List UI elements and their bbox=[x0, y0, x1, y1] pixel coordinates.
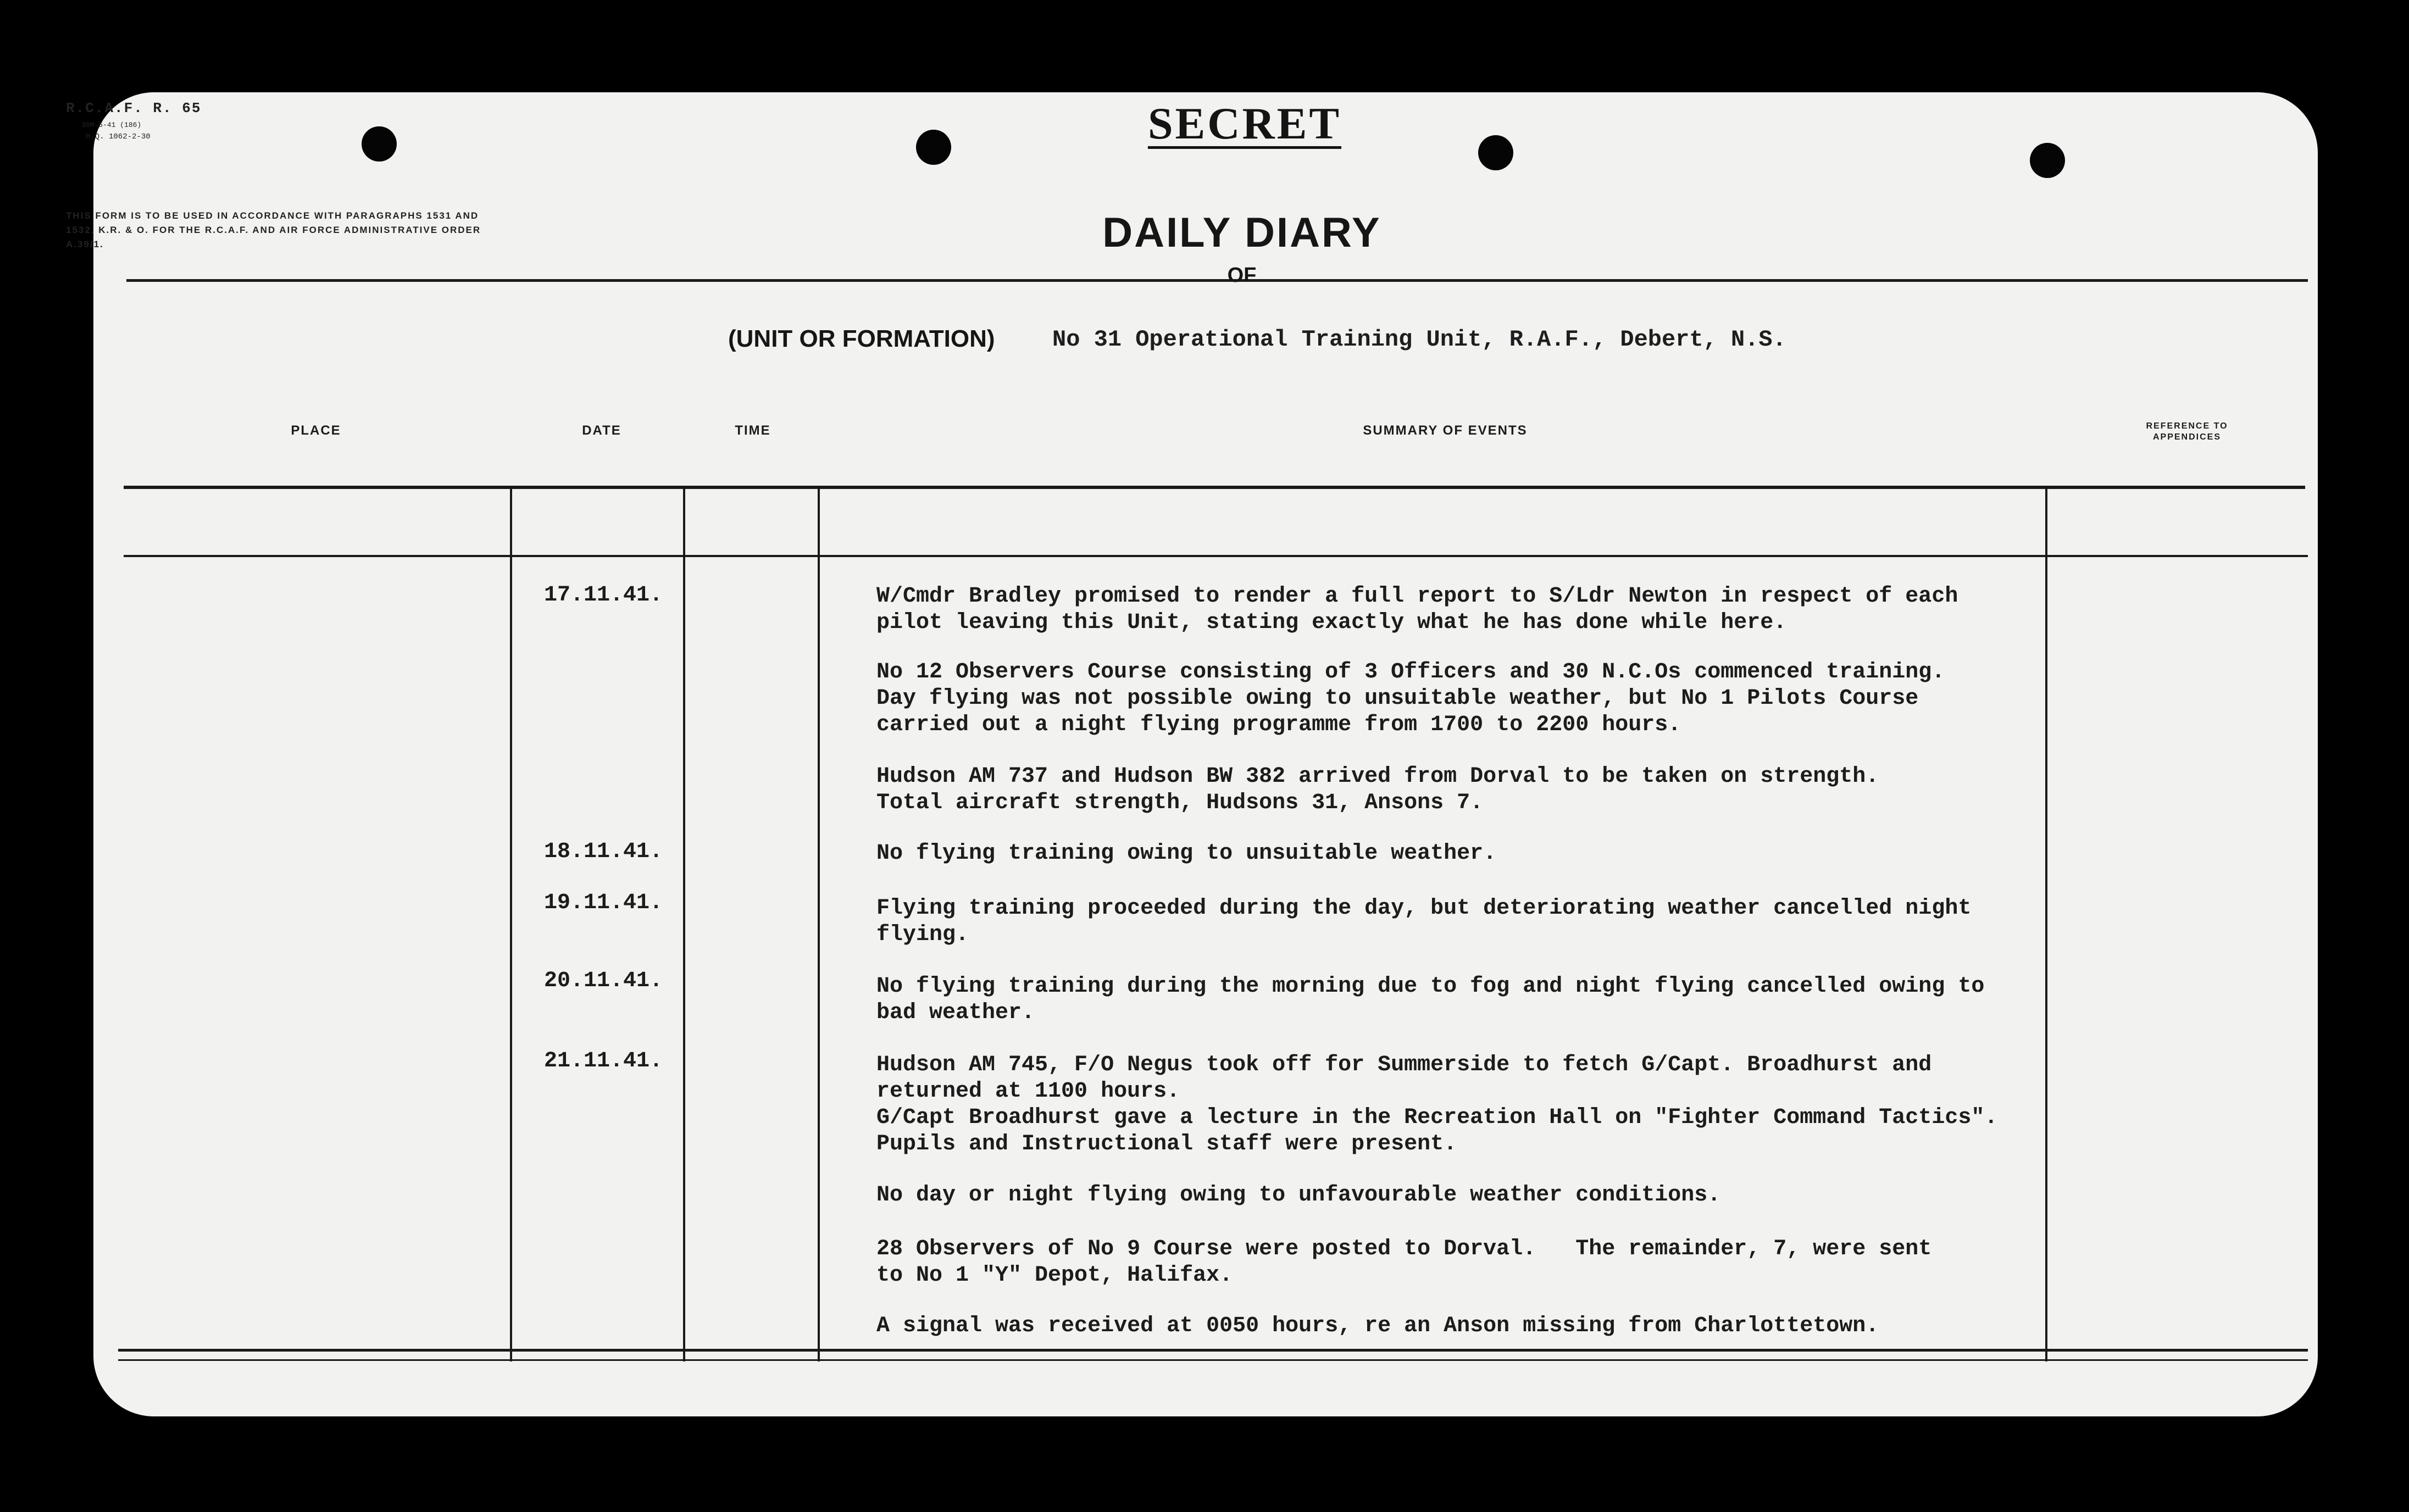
summary-entry: Hudson AM 745, F/O Negus took off for Summerside to fetch G/Capt. Broadhurst and returned at 1100 hours. G/Capt Broadhurst gave a lecture in the Recreation Hall on "Fighter Command Tactics". Pupils and Instructional staff were present. bbox=[876, 1053, 1998, 1157]
hq-code: H.Q. 1062-2-30 bbox=[86, 132, 151, 141]
of-label: OF bbox=[1227, 264, 1257, 287]
entry-date: 20.11.41. bbox=[544, 969, 663, 993]
form-code bbox=[66, 100, 201, 141]
entry-date: 18.11.41. bbox=[544, 840, 663, 864]
summary-entry: No flying training owing to unsuitable weather. bbox=[876, 841, 1497, 866]
header-summary: SUMMARY OF EVENTS bbox=[1363, 423, 1528, 438]
usage-instruction: THIS FORM IS TO BE USED IN ACCORDANCE WITH PARAGRAPHS 1531 AND 1532, K.R. & O. FOR THE R.C.A.F. AND AIR FORCE ADMINISTRATIVE ORDER A.39/1. bbox=[66, 210, 481, 249]
punch-hole bbox=[1478, 135, 1513, 170]
punch-hole bbox=[916, 130, 951, 165]
form-number: R.C.A.F. R. 65 bbox=[66, 100, 202, 116]
column-divider bbox=[818, 488, 820, 1361]
summary-entry: A signal was received at 0050 hours, re an Anson missing from Charlottetown. bbox=[876, 1314, 1879, 1338]
table-end-rule bbox=[118, 1359, 2308, 1361]
summary-entry: Flying training proceeded during the day, but deteriorating weather cancelled night flying. bbox=[876, 896, 1972, 947]
column-divider bbox=[510, 488, 512, 1361]
punch-hole bbox=[2030, 143, 2065, 178]
diary-form-card bbox=[93, 92, 2318, 1416]
print-code: 30M-5-41 (186) bbox=[81, 121, 142, 129]
summary-entry: 28 Observers of No 9 Course were posted to Dorval. The remainder, 7, were sent to No 1 "Y" Depot, Halifax. bbox=[876, 1237, 1932, 1288]
summary-entry: W/Cmdr Bradley promised to render a full report to S/Ldr Newton in respect of each pilot leaving this Unit, stating exactly what he has done while here. bbox=[876, 584, 1958, 635]
entry-date: 17.11.41. bbox=[544, 583, 663, 608]
classification-stamp: SECRET bbox=[1147, 98, 1342, 148]
header-bottom-rule bbox=[124, 555, 2308, 557]
entry-date: 21.11.41. bbox=[544, 1049, 663, 1074]
punch-hole bbox=[362, 126, 397, 162]
summary-entry: No 12 Observers Course consisting of 3 Officers and 30 N.C.Os commenced training. Day flying was not possible owing to unsuitable weather, but No 1 Pilots Course carried out a night flying programme from 1700 to 2200 hours. bbox=[876, 660, 1945, 737]
summary-entry: Hudson AM 737 and Hudson BW 382 arrived from Dorval to be taken on strength. Total aircraft strength, Hudsons 31, Ansons 7. bbox=[876, 764, 1879, 815]
table-bottom-rule bbox=[118, 1349, 2308, 1352]
summary-entry: No flying training during the morning due to fog and night flying cancelled owing to bad weather. bbox=[876, 974, 1985, 1025]
summary-entry: No day or night flying owing to unfavourable weather conditions. bbox=[876, 1183, 1721, 1208]
unit-name: No 31 Operational Training Unit, R.A.F., Debert, N.S. bbox=[1052, 326, 1786, 353]
header-reference: REFERENCE TO APPENDICES bbox=[2146, 421, 2228, 442]
header-time: TIME bbox=[735, 423, 771, 438]
header-place: PLACE bbox=[291, 423, 341, 438]
column-divider bbox=[2045, 488, 2047, 1361]
table-top-rule bbox=[124, 486, 2305, 489]
entry-date: 19.11.41. bbox=[544, 891, 663, 915]
form-title: DAILY DIARY bbox=[1102, 209, 1381, 256]
column-divider bbox=[683, 488, 685, 1361]
header-date: DATE bbox=[582, 423, 621, 438]
unit-label: (UNIT OR FORMATION) bbox=[728, 325, 995, 352]
